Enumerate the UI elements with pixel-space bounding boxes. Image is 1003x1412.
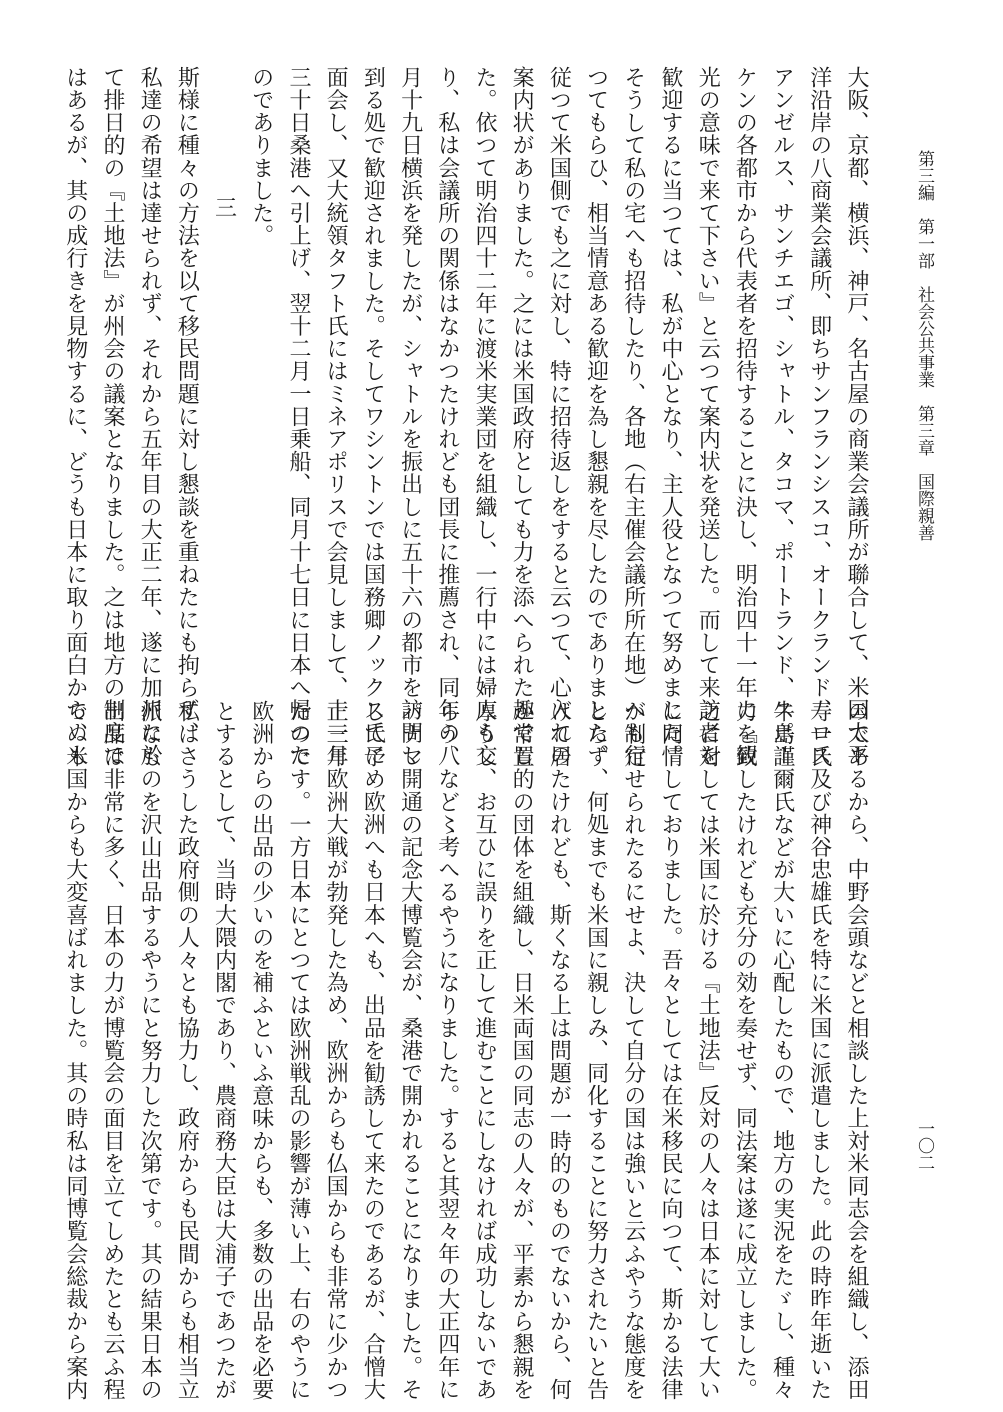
page-number: 一〇二: [914, 1120, 934, 1171]
text-column: 大阪、京都、横浜、神戸、名古屋の商業会議所が聯合して、米国太平: [844, 66, 869, 767]
text-column: た。依つて明治四十二年に渡米実業団を組織し、一行中には婦人も交: [471, 66, 497, 767]
text-column: 出品は非常に多く、日本の力が博覧会の面目を立てしめたとも云ふ程: [99, 700, 125, 1401]
text-column: 牛島謹爾氏などが大いに心配したもので、地方の実況をたゞし、種々: [769, 700, 795, 1401]
text-column: とらず、何処までも米国に親しみ、同化することに努力されたいと告: [583, 700, 609, 1401]
text-column: で、米国からも大変喜ばれました。其の時私は同博覧会総裁から案内: [62, 700, 88, 1401]
section-heading: 三: [211, 196, 237, 219]
text-column: ケンの各都市から代表者を招待することに決し、明治四十一年に『観: [732, 66, 758, 767]
text-column: 光の意味で来て下さい』と云つて案内状を発送した。而して来訪者を: [695, 66, 721, 767]
text-column: 従つて米国側でも之に対し、特に招待返しをすると云つて、心入れの: [546, 66, 572, 767]
text-column: して予め欧洲へも日本へも、出品を勧誘して来たのであるが、合憎大: [360, 700, 386, 1401]
running-header: 第三編 第一部 社会公共事業 第三章 国際親善: [914, 150, 934, 541]
text-column: か常置的の団体を組織し、日米両国の同志の人々が、平素から懇親を: [509, 700, 535, 1401]
text-column: とするとして、当時大隈内閣であり、農商務大臣は大浦子であつたが: [211, 700, 237, 1401]
text-column: 三十日桑港へ引上げ、翌十二月一日乗船、同月十七日に日本へ帰つた: [285, 66, 311, 767]
text-column: たのです。一方日本にとつては欧洲戦乱の影響が薄い上、右のやうに: [285, 700, 311, 1401]
text-column: はあるが、其の成行きを見物するに、どうも日本に取り面白からぬも: [62, 66, 88, 767]
text-column: 面会し、又大統領タフト氏にはミネアポリスで会見しまして、十一月: [323, 66, 349, 767]
text-column: り、私は会議所の関係はなかつたけれども団長に推薦され、同年の八: [434, 66, 460, 767]
text-column: げて居たけれども、斯くなる上は問題が一時的のものでないから、何: [546, 700, 572, 1401]
text-column: のでありました。: [248, 66, 274, 247]
text-column: 寿一氏及び神谷忠雄氏を特に米国に派遣しました。此の時昨年逝いた: [806, 700, 832, 1401]
text-column: らう、など〻考へるやうになりました。すると其翌々年の大正四年に: [434, 700, 460, 1401]
text-column: 到る処で歓迎されました。そしてワシントンでは国務卿ノックス氏に: [360, 66, 386, 767]
text-column: 斯様に種々の方法を以て移民問題に対し懇談を重ねたにも拘らず、: [174, 66, 200, 744]
text-column: アンゼルス、サンチエゴ、シャトル、タコマ、ポートランド、スポー: [769, 66, 795, 767]
text-column: 洋沿岸の八商業会議所、即ちサンフランシスコ、オークランド、ロス: [806, 66, 832, 767]
text-column: 正三年欧洲大戦が勃発した為め、欧洲からも仏国からも非常に少かつ: [323, 700, 349, 1401]
text-column: 派なものを沢山出品するやうにと努力した次第です。其の結果日本の: [137, 700, 163, 1401]
text-column: 私達の希望は達せられず、それから五年目の大正二年、遂に加州に於: [137, 66, 163, 767]
text-column: 之に対しては米国に於ける『土地法』反対の人々は日本に対して大い: [695, 700, 721, 1401]
text-column: が制定せられたるにせよ、決して自分の国は強いと云ふやうな態度を: [620, 700, 646, 1401]
text-column: 私はさうした政府側の人々とも協力し、政府からも民間からも相当立: [174, 700, 200, 1401]
text-column: 月十九日横浜を発したが、シャトルを振出しに五十六の都市を訪問し: [397, 66, 423, 767]
text-column: て排日的の『土地法』が州会の議案となりました。之は地方の制度で: [99, 66, 125, 767]
text-column: 案内状がありました。之には米国政府としても力を添へられた趣でし: [509, 66, 535, 767]
text-column: そうして私の宅へも招待したり、各地（右主催会議所所在地）へも行: [620, 66, 646, 767]
text-column: のであるから、中野会頭などと相談した上対米同志会を組織し、添田: [844, 700, 869, 1401]
text-column: パナマ開通の記念大博覧会が、桑港で開かれることになりました。そ: [397, 700, 423, 1401]
text-column: 力を致したけれども充分の効を奏せず、同法案は遂に成立しました。: [732, 700, 758, 1401]
top-text-block: [62, 66, 875, 767]
bottom-text-block: [62, 700, 875, 1401]
text-column: 欧洲からの出品の少いのを補ふといふ意味からも、多数の出品を必要: [248, 700, 274, 1401]
text-column: に同情しておりました。吾々としては在米移民に向つて、斯かる法律: [657, 700, 683, 1401]
text-column: 歓迎するに当つては、私が中心となり、主人役となつて努めました。: [657, 66, 683, 767]
text-column: 厚うし、お互ひに誤りを正して進むことにしなければ成功しないであ: [471, 700, 497, 1401]
text-column: つてもらひ、相当情意ある歓迎を為し懇親を尽したのでありました。: [583, 66, 609, 767]
